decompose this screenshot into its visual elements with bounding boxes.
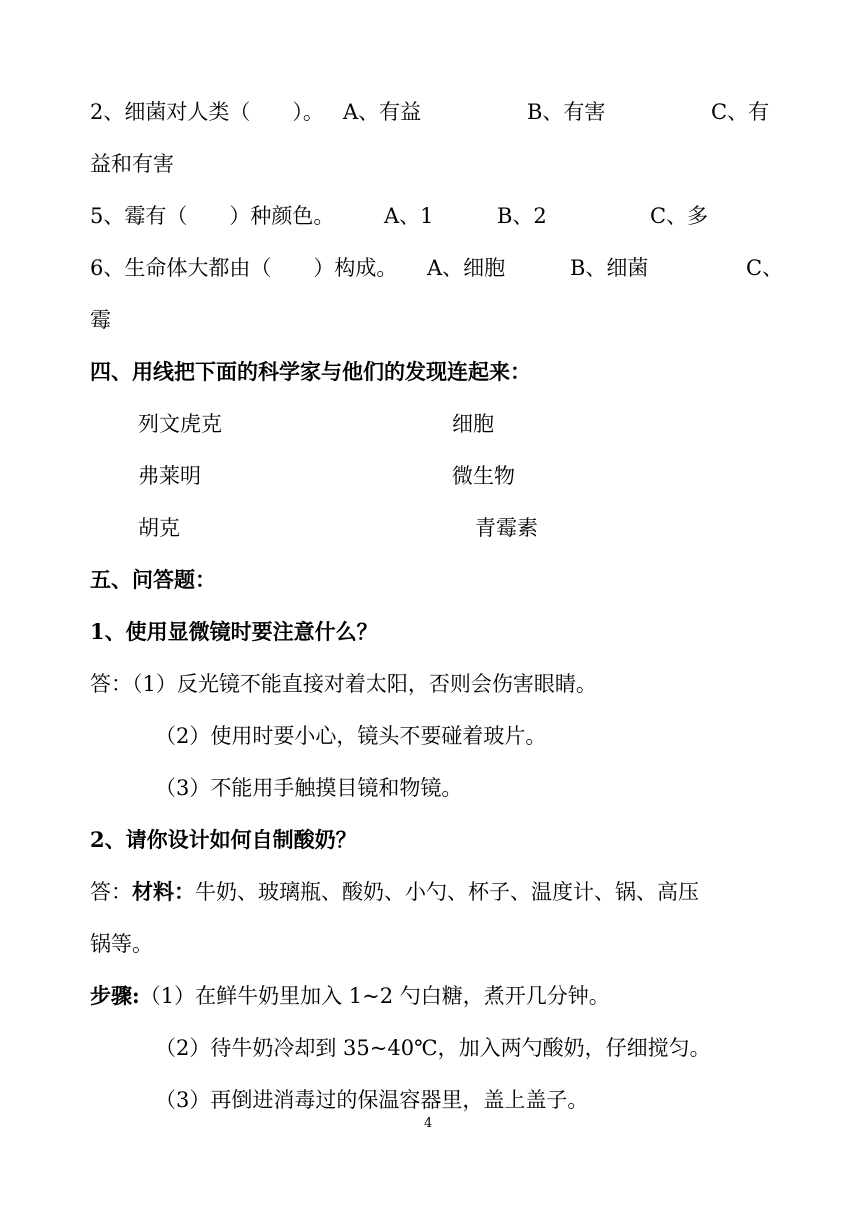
q2-continuation: 益和有害 [90, 152, 174, 176]
q2-option-a: A、有益 [343, 100, 422, 124]
q6-continuation: 霉 [90, 308, 111, 332]
discovery-1: 细胞 [452, 412, 494, 436]
steps-line-1 [90, 982, 610, 1010]
discovery-2: 微生物 [452, 464, 515, 488]
materials-label: 材料： [132, 879, 195, 904]
scientist-2: 弗莱明 [138, 464, 201, 488]
section-4-heading: 四、用线把下面的科学家与他们的发现连起来： [90, 359, 531, 384]
steps-line-2: （2）待牛奶冷却到 35~40℃，加入两勺酸奶，仔细搅匀。 [155, 1036, 711, 1060]
scientist-3: 胡克 [138, 516, 180, 540]
step-item: （1）在鲜牛奶里加入 1~2 勺白糖，煮开几分钟。 [139, 984, 610, 1008]
section-5-heading: 五、问答题： [90, 567, 216, 592]
q1-question: 1、使用显微镜时要注意什么？ [90, 619, 378, 644]
materials-text: 牛奶、玻璃瓶、酸奶、小勺、杯子、温度计、锅、高压 [195, 880, 699, 904]
q2-option-c: C、有 [711, 100, 770, 124]
q1-answer-line-3: （3）不能用手触摸目镜和物镜。 [155, 776, 463, 800]
q5-option-c: C、多 [650, 204, 709, 228]
q6-stem: 6、生命体大都由（ ）构成。 [90, 256, 398, 280]
materials-continuation: 锅等。 [90, 932, 153, 956]
q5-option-a: A、1 [384, 204, 434, 228]
q2-stem: 2、细菌对人类（ ）。 [90, 100, 324, 124]
discovery-3: 青霉素 [475, 516, 538, 540]
steps-label: 步骤: [90, 983, 140, 1008]
q5-stem: 5、霉有（ ）种颜色。 [90, 204, 335, 228]
answer-prefix: 答： [90, 672, 132, 696]
materials-line [90, 878, 699, 906]
steps-line-3: （3）再倒进消毒过的保温容器里，盖上盖子。 [155, 1088, 589, 1112]
answer-prefix: 答： [90, 880, 132, 904]
q5-option-b: B、2 [497, 204, 547, 228]
scientist-1: 列文虎克 [138, 412, 222, 436]
answer-item: （1）反光镜不能直接对着太阳，否则会伤害眼睛。 [132, 672, 597, 696]
q2-question: 2、请你设计如何自制酸奶？ [90, 827, 357, 852]
q1-answer-line-2: （2）使用时要小心，镜头不要碰着玻片。 [155, 724, 547, 748]
q6-option-a: A、细胞 [427, 256, 506, 280]
q6-option-b: B、细菌 [570, 256, 649, 280]
q6-option-c: C、 [746, 256, 784, 280]
q2-option-b: B、有害 [527, 100, 606, 124]
page-number: 4 [424, 1116, 433, 1131]
q1-answer-line-1 [90, 670, 597, 698]
